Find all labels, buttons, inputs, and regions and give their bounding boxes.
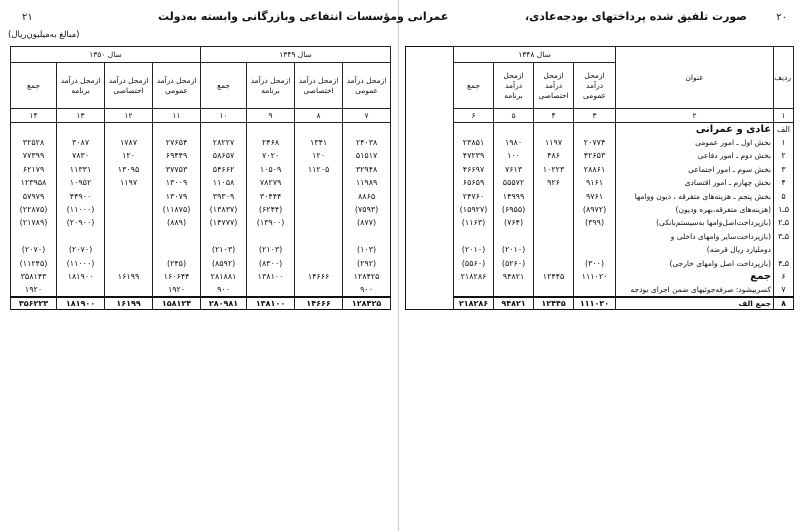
table-cell: ۳۹۳۰۹: [201, 189, 247, 202]
row-title: دوملیارد ریال قرضه): [616, 243, 774, 256]
table-row: [406, 123, 794, 136]
table-cell: [534, 189, 574, 202]
right-data-table: [405, 46, 794, 310]
table-cell: [295, 189, 343, 202]
col-special-1348: ازمحل درآمد اختصاصی: [534, 63, 574, 109]
table-cell: [343, 123, 391, 136]
table-cell: ۱۲۴۴۵: [534, 270, 574, 283]
table-cell: ۹۲۶: [534, 176, 574, 189]
table-row: [11, 230, 391, 243]
table-row: [406, 216, 794, 229]
table-cell: ۷۰۲۰: [247, 149, 295, 162]
table-cell: ۱۲۴۴۵: [534, 297, 574, 310]
table-row: [11, 283, 391, 296]
table-cell: [105, 230, 153, 243]
table-row: [406, 270, 794, 283]
row-title: عادی و عمرانی: [616, 123, 774, 136]
row-number: [774, 243, 794, 256]
table-row: [406, 203, 794, 216]
row-number: ۸: [774, 297, 794, 310]
table-cell: ۲۸۰۹۸۱: [201, 297, 247, 310]
table-cell: [534, 123, 574, 136]
row-number: ۴: [774, 176, 794, 189]
table-cell: [494, 230, 534, 243]
table-cell: ۹۱۶۱: [574, 176, 616, 189]
table-cell: ۱۸۱۹۰۰: [57, 270, 105, 283]
table-cell: [534, 283, 574, 296]
table-cell: (۳۰۰): [574, 256, 616, 269]
table-cell: ۱۹۸۰: [494, 136, 534, 149]
table-cell: [11, 123, 57, 136]
table-cell: [534, 243, 574, 256]
col-total-1348: جمع: [454, 63, 494, 109]
table-cell: ۶۹۴۴۹: [153, 149, 201, 162]
table-cell: [454, 230, 494, 243]
row-number: ۷: [774, 283, 794, 296]
right-page-title: صورت تلفیق شده پرداختهای بودجه‌عادی،: [525, 10, 747, 23]
table-cell: [105, 123, 153, 136]
table-row: [11, 243, 391, 256]
table-cell: ۱۳۰۹۵: [105, 163, 153, 176]
table-row: [406, 256, 794, 269]
table-cell: ۱۶۰۶۴۴: [153, 270, 201, 283]
table-cell: (۸۷۷): [343, 216, 391, 229]
row-title: جمع الف: [616, 297, 774, 310]
table-cell: ۳۵۶۲۲۳: [11, 297, 57, 310]
table-cell: ۱۱۳۳۱: [57, 163, 105, 176]
table-cell: (۱۴۷۷۷): [201, 216, 247, 229]
table-row: [406, 176, 794, 189]
right-page: [405, 0, 795, 531]
table-cell: [105, 203, 153, 216]
table-row: [406, 189, 794, 202]
table-cell: [494, 123, 534, 136]
col-onvan: عنوان: [616, 47, 774, 109]
table-cell: ۱۴۶۶۶: [295, 270, 343, 283]
row-number: ۵ـ۳: [774, 230, 794, 243]
table-cell: ۲۳۸۵۱: [454, 136, 494, 149]
table-cell: ۱۳۴۱: [295, 136, 343, 149]
row-number: الف: [774, 123, 794, 136]
table-cell: ۱۲۳۹۵۸: [11, 176, 57, 189]
table-cell: ۲۴۰۳۸: [343, 136, 391, 149]
row-title: بخش پنجم ـ هزینه‌های متفرقه ، دیون ووامها: [616, 189, 774, 202]
table-cell: [153, 123, 201, 136]
table-cell: [574, 283, 616, 296]
table-cell: ۱۶۱۹۹: [105, 297, 153, 310]
row-title: بخش سوم ـ امور اجتماعی: [616, 163, 774, 176]
table-cell: ۵۷۹۷۹: [11, 189, 57, 202]
table-cell: ۱۱۰۵۸: [201, 176, 247, 189]
col-public-1349: ازمحل درآمد عمومی: [343, 63, 391, 109]
row-number: ۵: [774, 189, 794, 202]
table-cell: ۱۵۸۱۲۴: [153, 297, 201, 310]
table-cell: ۱۲۰: [295, 149, 343, 162]
table-cell: ۸۸۶۵: [343, 189, 391, 202]
table-cell: [57, 230, 105, 243]
table-cell: ۴۴۹۰۰: [57, 189, 105, 202]
table-cell: [534, 203, 574, 216]
table-cell: ۱۲۰: [105, 149, 153, 162]
table-cell: [574, 123, 616, 136]
table-cell: (۸۳۰۰): [247, 256, 295, 269]
table-cell: ۲۸۸۶۱: [574, 163, 616, 176]
year-1350-header: سال ۱۳۵۰: [11, 47, 201, 63]
table-cell: (۲۲۸۷۵): [11, 203, 57, 216]
table-cell: ۴۶۶۹۷: [454, 163, 494, 176]
col-total-1349: جمع: [201, 63, 247, 109]
col-radif: ردیف: [774, 47, 794, 109]
col-public-1348: ازمحل درآمد عمومی: [574, 63, 616, 109]
table-cell: (۱۱۰۰۰): [57, 256, 105, 269]
table-cell: [295, 203, 343, 216]
table-cell: ۱۹۲۰: [11, 283, 57, 296]
row-number: ۱: [774, 136, 794, 149]
table-row: [406, 243, 794, 256]
table-cell: (۲۰۱۰): [494, 243, 534, 256]
table-cell: (۲۱۷۸۹): [11, 216, 57, 229]
col-number: ۱۱: [153, 109, 201, 123]
table-cell: [105, 189, 153, 202]
row-number: ۲: [774, 149, 794, 162]
table-cell: [57, 123, 105, 136]
table-cell: (۲۰۷۰): [57, 243, 105, 256]
table-cell: ۴۲۶۵۳: [574, 149, 616, 162]
table-cell: ۳۲۵۲۸: [11, 136, 57, 149]
table-cell: (۱۳۹۰۰): [247, 216, 295, 229]
table-cell: (۱۱۸۷۵): [153, 203, 201, 216]
table-row: [11, 149, 391, 162]
table-cell: ۷۸۲۷۹: [247, 176, 295, 189]
col-number: ۲: [616, 109, 774, 123]
table-cell: ۱۱۱۰۲۰: [574, 297, 616, 310]
table-cell: [454, 123, 494, 136]
table-cell: ۱۳۸۱۰۰: [247, 270, 295, 283]
table-cell: ۱۹۲۰: [153, 283, 201, 296]
col-special-1350: ازمحل درآمد اختصاصی: [105, 63, 153, 109]
col-number: ۱۴: [11, 109, 57, 123]
row-title: (بازپرداخت اصل وامهای خارجی): [616, 256, 774, 269]
table-cell: ۱۴۹۹۹: [494, 189, 534, 202]
table-cell: [534, 230, 574, 243]
table-cell: (۲۴۵): [153, 256, 201, 269]
row-title: (بازپرداخت‌سایر وامهای داخلی و: [616, 230, 774, 243]
table-cell: [153, 230, 201, 243]
year-1348-header: سال ۱۳۴۸: [454, 47, 616, 63]
table-cell: [295, 176, 343, 189]
col-public-1350: ازمحل درآمد عمومی: [153, 63, 201, 109]
table-cell: ۲۱۸۲۸۶: [454, 270, 494, 283]
table-cell: (۵۲۶۰): [494, 256, 534, 269]
table-cell: ۱۱۲۰۵: [295, 163, 343, 176]
table-cell: ۲۰۷۷۴: [574, 136, 616, 149]
table-cell: [105, 243, 153, 256]
table-cell: ۶۲۱۷۹: [11, 163, 57, 176]
table-row: [11, 270, 391, 283]
col-program-1348: ازمحل درآمد برنامه: [494, 63, 534, 109]
table-cell: ۳۲۹۴۸: [343, 163, 391, 176]
table-cell: ۲۸۱۸۸۱: [201, 270, 247, 283]
table-row: [406, 230, 794, 243]
table-cell: ۲۴۶۸: [247, 136, 295, 149]
row-title: (بازپرداخت‌اصل‌وامها به‌سیستم‌بانکی): [616, 216, 774, 229]
table-cell: ۱۸۱۹۰۰: [57, 297, 105, 310]
table-cell: [247, 283, 295, 296]
table-cell: (۸۹۷۲): [574, 203, 616, 216]
table-cell: ۱۱۹۷: [105, 176, 153, 189]
row-number: ۶: [774, 270, 794, 283]
table-cell: [105, 283, 153, 296]
table-cell: ۹۷۶۱: [574, 189, 616, 202]
table-row: [406, 297, 794, 310]
table-row: [11, 163, 391, 176]
table-cell: (۸۸۹): [153, 216, 201, 229]
table-cell: [295, 123, 343, 136]
row-number: ۵ـ۲: [774, 216, 794, 229]
col-number: ۵: [494, 109, 534, 123]
table-cell: (۲۰۹۰۰): [57, 216, 105, 229]
table-cell: ۹۴۸۲۱: [494, 297, 534, 310]
table-cell: [153, 243, 201, 256]
table-cell: (۱۱۰۰۰): [57, 203, 105, 216]
table-row: [406, 163, 794, 176]
table-cell: (۷۶۴): [494, 216, 534, 229]
table-cell: ۶۵۶۵۹: [454, 176, 494, 189]
col-total-1350: جمع: [11, 63, 57, 109]
table-cell: ۷۸۳۰: [57, 149, 105, 162]
row-title: بخش دوم ـ امور دفاعی: [616, 149, 774, 162]
col-number: ۷: [343, 109, 391, 123]
table-cell: (۱۱۶۳): [454, 216, 494, 229]
table-row: [11, 189, 391, 202]
table-cell: ۱۶۱۹۹: [105, 270, 153, 283]
table-row: [11, 203, 391, 216]
table-row: [406, 283, 794, 296]
col-number: ۱: [774, 109, 794, 123]
units-note: (مبالغ به‌میلیون‌ریال): [8, 30, 80, 40]
table-cell: ۵۱۵۱۷: [343, 149, 391, 162]
table-cell: (۵۵۶۰): [454, 256, 494, 269]
table-cell: ۵۴۶۶۲: [201, 163, 247, 176]
table-cell: ۲۸۲۲۷: [201, 136, 247, 149]
table-cell: ۵۵۵۷۲: [494, 176, 534, 189]
table-cell: ۹۰۰: [201, 283, 247, 296]
table-cell: ۱۱۱۰۲۰: [574, 270, 616, 283]
col-number: ۱۳: [57, 109, 105, 123]
year-1349-header: سال ۱۳۴۹: [201, 47, 391, 63]
left-data-table: [10, 46, 391, 310]
page-number-left: ۲۱: [22, 12, 33, 23]
table-cell: [201, 123, 247, 136]
table-cell: (۲۱۰۳): [201, 243, 247, 256]
col-number: ۴: [534, 109, 574, 123]
table-cell: (۶۹۵۵): [494, 203, 534, 216]
table-row: [406, 149, 794, 162]
table-row: [406, 136, 794, 149]
table-cell: ۱۱۹۷: [534, 136, 574, 149]
table-cell: ۱۰۲۲۳: [534, 163, 574, 176]
table-cell: (۲۰۱۰): [454, 243, 494, 256]
row-title: کسربیشود: صرفه‌جوئیهای ضمن اجرای بودجه: [616, 283, 774, 296]
table-cell: (۲۹۲): [343, 256, 391, 269]
table-cell: ۱۰۰: [494, 149, 534, 162]
col-number: ۳: [574, 109, 616, 123]
table-cell: [201, 230, 247, 243]
col-program-1349: ازمحل درآمد برنامه: [247, 63, 295, 109]
table-cell: [295, 283, 343, 296]
left-page: [8, 0, 449, 531]
col-number: ۱۲: [105, 109, 153, 123]
page-number-right: ۲۰: [776, 12, 787, 23]
table-cell: ۴۸۶: [534, 149, 574, 162]
table-row: [11, 176, 391, 189]
table-cell: ۲۱۸۲۸۶: [454, 297, 494, 310]
table-cell: ۱۷۸۷: [105, 136, 153, 149]
table-cell: ۱۴۶۶۶: [295, 297, 343, 310]
table-cell: ۹۴۸۲۱: [494, 270, 534, 283]
table-cell: ۱۲۸۴۲۵: [343, 297, 391, 310]
table-cell: [494, 283, 534, 296]
table-cell: ۱۳۰۷۹: [153, 189, 201, 202]
table-row: [11, 136, 391, 149]
row-title: بخش اول ـ امور عمومی: [616, 136, 774, 149]
table-cell: [343, 230, 391, 243]
table-cell: ۱۰۹۵۲: [57, 176, 105, 189]
table-cell: [295, 230, 343, 243]
table-cell: [247, 123, 295, 136]
table-cell: (۲۱۰۳): [247, 243, 295, 256]
table-cell: [11, 230, 57, 243]
table-cell: [247, 230, 295, 243]
table-cell: [57, 283, 105, 296]
table-cell: (۱۵۹۲۷): [454, 203, 494, 216]
col-number: ۱۰: [201, 109, 247, 123]
table-cell: [295, 256, 343, 269]
table-row: [11, 256, 391, 269]
table-cell: ۷۶۱۳: [494, 163, 534, 176]
table-cell: ۹۰۰: [343, 283, 391, 296]
table-cell: (۶۲۴۴): [247, 203, 295, 216]
col-number: ۹: [247, 109, 295, 123]
row-title: جمع: [616, 270, 774, 283]
table-cell: (۸۵۹۲): [201, 256, 247, 269]
table-cell: ۱۳۰۰۹: [153, 176, 201, 189]
table-cell: ۵۸۶۵۷: [201, 149, 247, 162]
table-cell: (۷۵۹۳): [343, 203, 391, 216]
table-cell: (۳۹۹): [574, 216, 616, 229]
table-cell: ۳۰۴۴۴: [247, 189, 295, 202]
table-cell: ۴۷۲۳۹: [454, 149, 494, 162]
table-cell: ۱۱۹۸۹: [343, 176, 391, 189]
table-cell: [295, 216, 343, 229]
col-number: ۸: [295, 109, 343, 123]
table-cell: [534, 216, 574, 229]
table-row: [11, 216, 391, 229]
table-cell: [295, 243, 343, 256]
table-cell: ۳۵۸۱۴۳: [11, 270, 57, 283]
col-special-1349: ازمحل درآمد اختصاصی: [295, 63, 343, 109]
table-cell: (۱۳۸۳۷): [201, 203, 247, 216]
table-cell: (۲۰۷۰): [11, 243, 57, 256]
row-number: ۳: [774, 163, 794, 176]
page-gutter: [398, 0, 399, 531]
table-cell: ۱۳۸۱۰۰: [247, 297, 295, 310]
row-title: بخش چهارم ـ امور اقتصادی: [616, 176, 774, 189]
table-cell: ۱۲۸۴۲۵: [343, 270, 391, 283]
row-number: ۵ـ۴: [774, 256, 794, 269]
table-cell: [105, 216, 153, 229]
table-cell: [534, 256, 574, 269]
table-cell: (۱۱۲۴۵): [11, 256, 57, 269]
table-cell: (۱۰۳): [343, 243, 391, 256]
table-cell: ۳۰۸۷: [57, 136, 105, 149]
table-cell: [454, 283, 494, 296]
col-program-1350: ازمحل درآمد برنامه: [57, 63, 105, 109]
table-row: [11, 123, 391, 136]
row-number: ۵ـ۱: [774, 203, 794, 216]
row-title: (هزینه‌های متفرقه،بهره ودیون): [616, 203, 774, 216]
table-cell: ۲۴۷۶۰: [454, 189, 494, 202]
table-cell: [574, 230, 616, 243]
table-cell: ۳۷۷۵۳: [153, 163, 201, 176]
table-cell: ۱۰۵۰۹: [247, 163, 295, 176]
table-row: [11, 297, 391, 310]
table-cell: [105, 256, 153, 269]
col-number: ۶: [454, 109, 494, 123]
left-page-title: عمرانی ومؤسسات انتفاعی وبازرگانی وابسته به‌دولت: [158, 10, 449, 23]
table-cell: ۷۷۳۹۹: [11, 149, 57, 162]
table-cell: ۲۷۶۵۴: [153, 136, 201, 149]
table-cell: [574, 243, 616, 256]
